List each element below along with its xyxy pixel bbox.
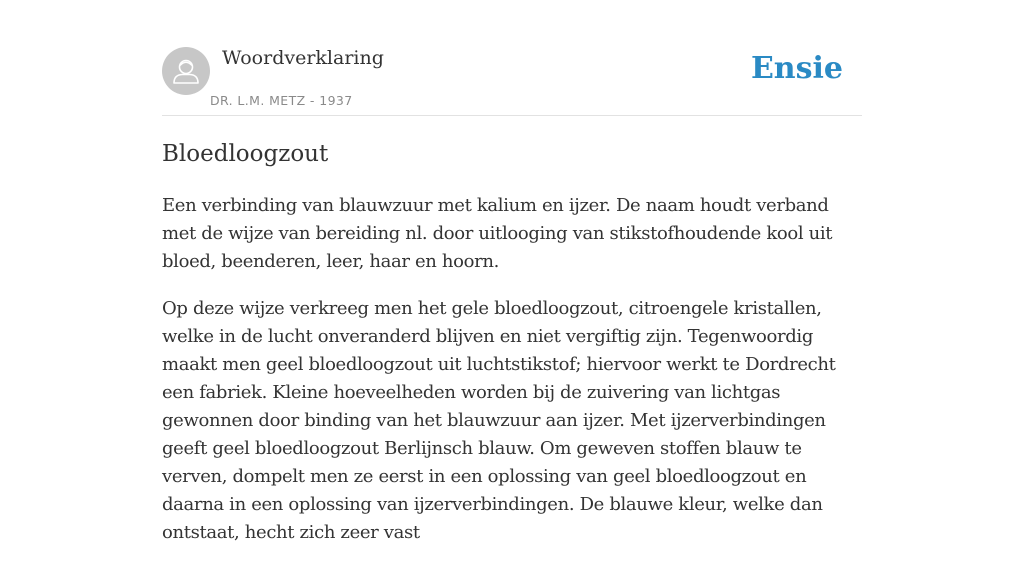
ensie-logo[interactable]: Ensie [750, 51, 843, 86]
source-author-year: DR. L.M. METZ - 1937 [210, 93, 353, 108]
entry-title: Bloedloogzout [162, 141, 329, 167]
entry-paragraph: Een verbinding van blauwzuur met kalium en ijzer. De naam houdt verband met de wijze van bereiding nl. door uitlooging van stikstofhoudende kool uit bloed, beenderen, leer, haar en hoorn. [162, 195, 833, 272]
entry-paragraph: Op deze wijze verkreeg men het gele bloedloogzout, citroengele kristallen, welke in de lucht onveranderd blijven en niet vergiftig zijn. Tegenwoordig maakt men geel bloedloogzout uit luchtstikstof; hiervoor werkt te Dordrecht een fabriek. Kleine hoeveelheden worden bij de zuivering van lichtgas gewonnen door binding van het blauwzuur aan ijzer. Met ijzerverbindingen geeft geel bloedloogzout Berlijnsch blauw. Om geweven stoffen blauw te verven, dompelt men ze eerst in een oplossing van geel bloedloogzout en daarna in een oplossing van ijzerverbindingen. De blauwe kleur, welke dan ontstaat, hecht zich zeer vast [162, 298, 836, 543]
user-icon [162, 47, 210, 95]
source-header [162, 0, 862, 116]
entry-body [162, 192, 862, 566]
avatar[interactable] [162, 47, 210, 95]
source-title[interactable]: Woordverklaring [222, 47, 384, 69]
content-container [162, 0, 862, 543]
